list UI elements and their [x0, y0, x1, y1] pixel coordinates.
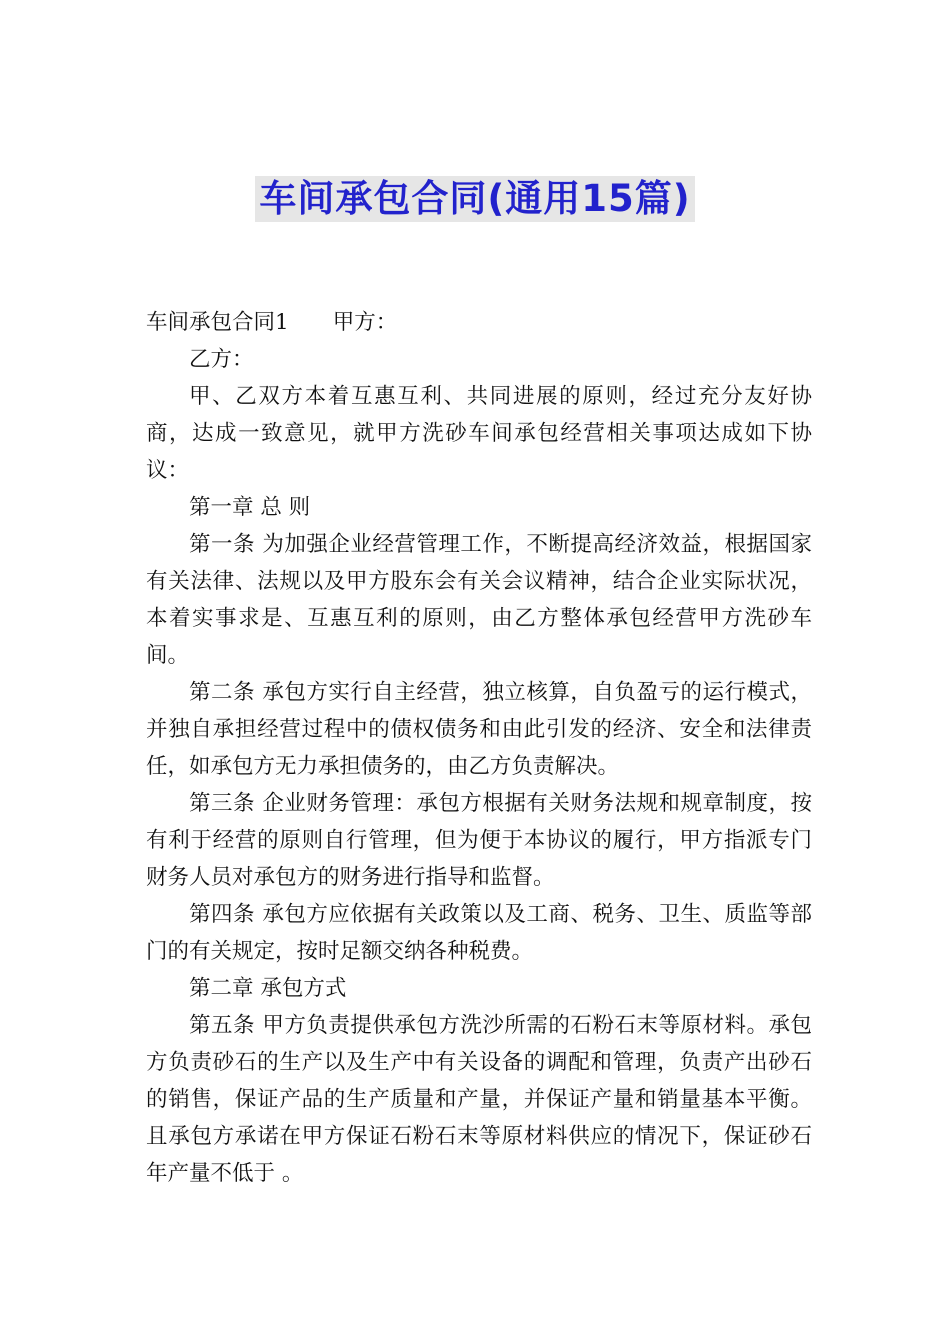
chapter-1-heading: 第一章 总 则: [189, 495, 311, 520]
article-2: 第二条 承包方实行自主经营，独立核算，自负盈亏的运行模式，并独自承担经营过程中的债权债务和由此引发的经济、安全和法律责任，如承包方无力承担债务的，由乙方负责解决。: [146, 680, 812, 779]
first-line: [146, 304, 812, 341]
title-container: [0, 176, 950, 222]
paragraph-intro: 甲、乙双方本着互惠互利、共同进展的原则，经过充分友好协商，达成一致意见，就甲方洗砂车间承包经营相关事项达成如下协议：: [146, 384, 812, 483]
chapter-2-heading: 第二章 承包方式: [189, 976, 347, 1001]
document-body: [146, 304, 812, 1192]
article-1: 第一条 为加强企业经营管理工作，不断提高经济效益，根据国家有关法律、法规以及甲方股东会有关会议精神，结合企业实际状况，本着实事求是、互惠互利的原则，由乙方整体承包经营甲方洗砂车间。: [146, 532, 812, 668]
contract-heading: 车间承包合同1: [146, 310, 289, 335]
article-4: 第四条 承包方应依据有关政策以及工商、税务、卫生、质监等部门的有关规定，按时足额交纳各种税费。: [146, 902, 812, 964]
party-b-label: 乙方：: [189, 347, 254, 372]
article-3: 第三条 企业财务管理：承包方根据有关财务法规和规章制度，按有利于经营的原则自行管理，但为便于本协议的履行，甲方指派专门财务人员对承包方的财务进行指导和监督。: [146, 791, 812, 890]
article-5: 第五条 甲方负责提供承包方洗沙所需的石粉石末等原材料。承包方负责砂石的生产以及生产中有关设备的调配和管理，负责产出砂石的销售，保证产品的生产质量和产量，并保证产量和销量基本平衡。且承包方承诺在甲方保证石粉石末等原材料供应的情况下，保证砂石年产量不低于 。: [146, 1013, 812, 1186]
document-title: 车间承包合同(通用15篇): [255, 176, 694, 222]
party-a-label: 甲方：: [332, 310, 398, 335]
